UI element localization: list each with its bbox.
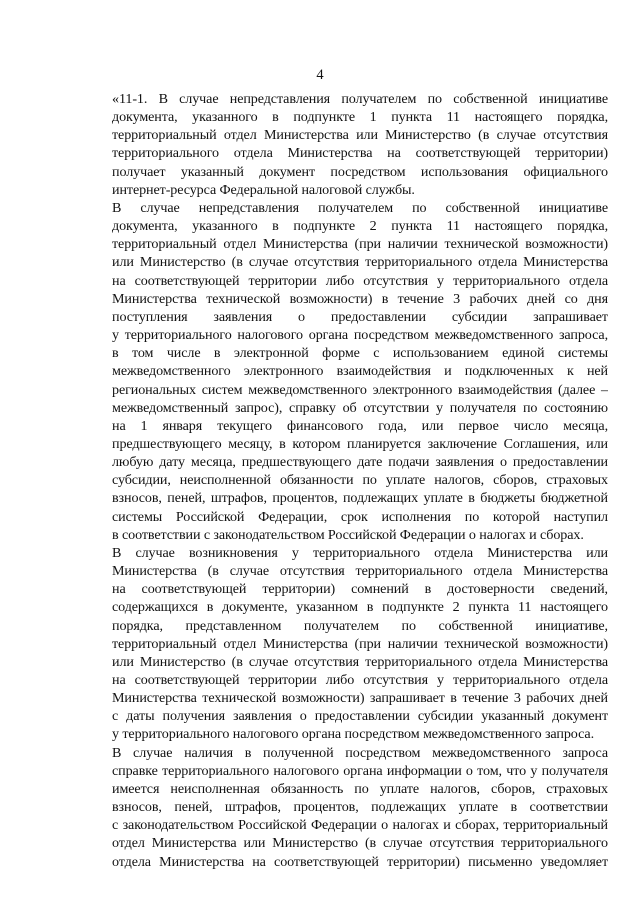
text-line: интернет-ресурса Федеральной налоговой службы.	[112, 181, 415, 198]
text-line: имеется неисполненная обязанность по уплате налогов, сборов, страховых	[112, 780, 608, 797]
text-line: субсидии, неисполненной обязанности по уплате налогов, сборов, страховых	[112, 472, 608, 489]
document-body	[73, 90, 608, 871]
page-number: 4	[316, 67, 324, 83]
text-line: отдел Министерства или Министерство (в случае отсутствия территориального	[112, 835, 608, 852]
text-line: документа, указанного в подпункте 1 пункта 11 настоящего порядка,	[112, 109, 608, 126]
paragraph	[73, 744, 608, 871]
text-line: Министерства технической возможности) в течение 3 рабочих дней со дня	[112, 290, 608, 307]
text-line: на соответствующей территории либо отсутствия у территориального отдела	[112, 272, 608, 289]
text-line: отдела Министерства на соответствующей территории) письменно уведомляет	[112, 853, 608, 870]
text-line: поступления заявления о предоставлении субсидии запрашивает	[112, 308, 608, 325]
text-line: «11-1. В случае непредставления получателем по собственной инициативе	[112, 91, 608, 107]
text-line: территориального отдела Министерства на соответствующей территории)	[112, 145, 608, 162]
paragraph	[73, 199, 608, 544]
text-line: любую дату месяца, предшествующего дате подачи заявления о предоставлении	[112, 454, 608, 471]
text-line: на соответствующей территории либо отсутствия у территориального отдела	[112, 672, 608, 688]
text-line: Министерства (в случае отсутствия территориального отдела Министерства	[112, 563, 608, 580]
text-line: у территориального налогового органа посредством межведомственного запроса.	[112, 726, 594, 743]
text-line: с даты получения заявления о предоставлении субсидии указанный документ	[112, 708, 608, 725]
text-line: взносов, пеней, штрафов, процентов, подлежащих уплате в бюджеты бюджетной	[112, 490, 608, 507]
text-line: на 1 января текущего финансового года, или первое число месяца,	[112, 417, 608, 434]
text-line: справке территориального налогового органа информации о том, что у получателя	[112, 762, 608, 779]
text-line: взносов, пеней, штрафов, процентов, подлежащих уплате в соответствии	[112, 799, 608, 816]
text-line: межведомственный запрос), справку об отсутствии у получателя по состоянию	[112, 399, 608, 416]
text-line: в том числе в электронной форме с использованием единой системы	[112, 345, 608, 362]
text-line: региональных систем межведомственного электронного взаимодействия (далее –	[112, 381, 608, 398]
text-line: в соответствии с законодательством Российской Федерации о налогах и сборах.	[112, 526, 584, 543]
text-line: территориальный отдел Министерства (при наличии технической возможности)	[112, 236, 608, 253]
text-line: системы Российской Федерации, срок исполнения по которой наступил	[112, 508, 608, 525]
text-line: В случае непредставления получателем по собственной инициативе	[112, 199, 608, 216]
text-line: или Министерство (в случае отсутствия территориального отдела Министерства	[112, 254, 608, 271]
paragraph	[73, 90, 608, 199]
text-line: на соответствующей территории) сомнений в достоверности сведений,	[112, 581, 608, 598]
text-line: предшествующего месяцу, в котором планируется заключение Соглашения, или	[112, 435, 608, 452]
text-line: содержащихся в документе, указанном в подпункте 2 пункта 11 настоящего	[112, 599, 608, 616]
text-line: у территориального налогового органа посредством межведомственного запроса,	[112, 327, 608, 344]
text-line: с законодательством Российской Федерации о налогах и сборах, территориальный	[112, 817, 608, 834]
text-line: получает указанный документ посредством использования официального	[112, 163, 608, 180]
text-line: или Министерство (в случае отсутствия территориального отдела Министерства	[112, 653, 608, 670]
text-line: документа, указанного в подпункте 2 пункта 11 настоящего порядка,	[112, 218, 608, 235]
text-line: территориальный отдел Министерства (при наличии технической возможности)	[112, 635, 608, 652]
text-line: порядка, представленном получателем по собственной инициативе,	[112, 617, 608, 634]
text-line: В случае возникновения у территориального отдела Министерства или	[112, 544, 608, 561]
text-line: межведомственного электронного взаимодействия и подключенных к ней	[112, 363, 608, 380]
text-line: Министерства технической возможности) запрашивает в течение 3 рабочих дней	[112, 690, 608, 707]
text-line: территориальный отдел Министерства или Министерство (в случае отсутствия	[112, 127, 608, 144]
text-line: В случае наличия в полученной посредством межведомственного запроса	[112, 744, 608, 761]
paragraph	[73, 544, 608, 744]
